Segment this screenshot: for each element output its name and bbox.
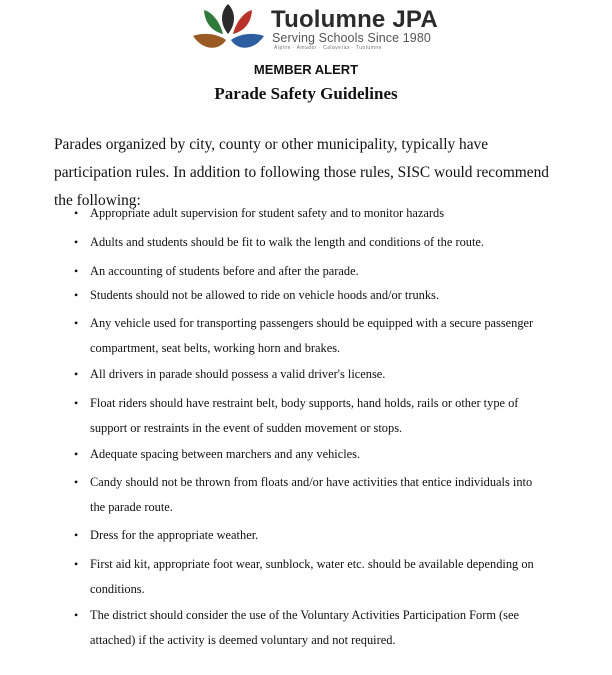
list-item: • Candy should not be thrown from floats and/or have activities that entice individuals into the parade route. (74, 470, 544, 519)
list-item: • First aid kit, appropriate foot wear, sunblock, water etc. should be available depending on conditions. (74, 552, 544, 601)
bullet-icon: • (74, 367, 79, 381)
org-name: Tuolumne JPA (271, 6, 438, 33)
intro-paragraph: Parades organized by city, county or other municipality, typically have participation rules. In addition to following those rules, SISC would recommend the following: (54, 136, 549, 209)
org-logo (190, 2, 438, 58)
list-item: • Appropriate adult supervision for student safety and to monitor hazards (74, 201, 544, 226)
list-item: • Students should not be allowed to ride on vehicle hoods and/or trunks. (74, 283, 544, 308)
brown-leaf-icon (193, 34, 226, 48)
blue-leaf-icon (231, 34, 264, 48)
lotus-logo-icon (190, 2, 268, 56)
bullet-icon: • (74, 528, 79, 542)
member-alert-label: MEMBER ALERT (253, 62, 359, 77)
red-leaf-icon (233, 10, 252, 34)
list-item: • Any vehicle used for transporting passengers should be equipped with a secure passenger compartment, seat belts, working horn and brakes. (74, 311, 544, 360)
list-item: • Adults and students should be fit to walk the length and conditions of the route. (74, 230, 544, 255)
bullet-icon: • (74, 235, 79, 249)
list-item: • Dress for the appropriate weather. (74, 523, 544, 548)
list-item: • Float riders should have restraint belt, body supports, hand holds, rails or other type of support or restraints in the event of sudden movement or stops. (74, 391, 544, 440)
bullet-icon: • (74, 608, 79, 622)
list-item: • An accounting of students before and after the parade. (74, 259, 544, 284)
org-counties: Alpine · Amador · Calaveras · Tuolumne (274, 45, 382, 51)
green-leaf-icon (204, 10, 223, 34)
page-title: Parade Safety Guidelines (214, 84, 398, 103)
bullet-icon: • (74, 475, 79, 489)
bullet-icon: • (74, 396, 79, 410)
bullet-icon: • (74, 316, 79, 330)
list-item: • The district should consider the use of the Voluntary Activities Participation Form (see attached) if the activity is deemed voluntary and not required. (74, 603, 544, 652)
list-item: • All drivers in parade should possess a valid driver's license. (74, 362, 544, 387)
bullet-icon: • (74, 206, 79, 220)
bullet-icon: • (74, 264, 79, 278)
org-tagline: Serving Schools Since 1980 (272, 31, 431, 45)
list-item: • Adequate spacing between marchers and any vehicles. (74, 442, 544, 467)
bullet-icon: • (74, 447, 79, 461)
bullet-icon: • (74, 288, 79, 302)
bullet-icon: • (74, 557, 79, 571)
dark-leaf-icon (222, 4, 234, 34)
